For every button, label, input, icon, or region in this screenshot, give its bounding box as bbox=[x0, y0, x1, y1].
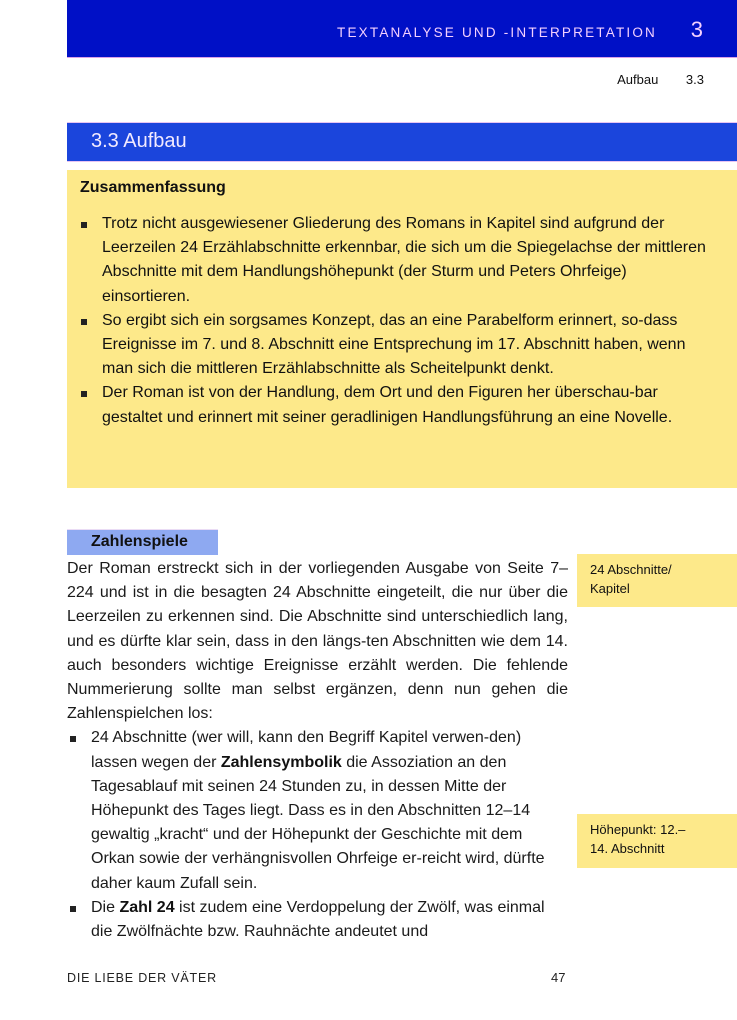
square-bullet-icon bbox=[70, 736, 76, 742]
subsection-tag bbox=[67, 529, 218, 555]
chapter-number: 3 bbox=[690, 17, 703, 42]
square-bullet-icon bbox=[81, 222, 87, 228]
summary-list bbox=[67, 212, 707, 430]
body-bullet-item: 24 Abschnitte (wer will, kann den Begriff Kapitel verwen-den) lassen wegen der Zahlensymbolik die Assoziation an den Tagesablauf mit seinen 24 Stunden zu, in dessen Mitte der Höhepunkt des Tages liegt. Dass es in den Abschnitten 12–14 gewaltig „kracht“ und der Höhepunkt der Geschichte mit dem Orkan sowie der verhängnisvollen Ohrfeige er-reicht wird, dürfte daher kaum Zufall sein. bbox=[67, 726, 568, 895]
margin-note: Höhepunkt: 12.– 14. Abschnitt bbox=[577, 814, 737, 868]
body-text bbox=[67, 557, 568, 944]
summary-item: Der Roman ist von der Handlung, dem Ort und den Figuren her überschau-bar gestaltet und erinnert mit seiner geradlinigen Handlungsführung an eine Novelle. bbox=[67, 381, 707, 429]
running-section-name: Aufbau bbox=[617, 72, 659, 87]
body-bullet-list bbox=[67, 726, 568, 944]
section-heading-bar bbox=[67, 122, 737, 162]
chapter-title: TEXTANALYSE UND -INTERPRETATION bbox=[337, 25, 657, 40]
summary-item: So ergibt sich ein sorgsames Konzept, das an eine Parabelform erinnert, so-dass Ereignisse im 7. und 8. Abschnitt eine Entsprechung im 17. Abschnitt haben, wenn man sich die mittleren Erzählabschnitte als Scheitelpunkt denkt. bbox=[67, 309, 707, 382]
page-number: 47 bbox=[551, 970, 566, 985]
footer-book-title: DIE LIEBE DER VÄTER bbox=[67, 971, 217, 985]
bold-term: Zahlensymbolik bbox=[220, 753, 342, 771]
running-section-number: 3.3 bbox=[685, 72, 704, 87]
square-bullet-icon bbox=[70, 906, 76, 912]
summary-item: Trotz nicht ausgewiesener Gliederung des Romans in Kapitel sind aufgrund der Leerzeilen 24 Erzählabschnitte erkennbar, die sich um die Spiegelachse der mittleren Abschnitte mit dem Handlungshöhepunkt (der Sturm und Peters Ohrfeige) einsortieren. bbox=[67, 212, 707, 309]
summary-title: Zusammenfassung bbox=[80, 179, 226, 196]
body-paragraph: Der Roman erstreckt sich in der vorliegenden Ausgabe von Seite 7–224 und ist in die besagten 24 Abschnitte eingeteilt, die nur über die Leerzeilen zu erkennen sind. Die Abschnitte sind unterschiedlich lang, und es dürfte klar sein, dass in den längs-ten Abschnitten wie dem 14. auch besonders wichtige Ereignisse erzählt werden. Die fehlende Nummerierung sollte man selbst ergänzen, denn nun gehen die Zahlenspielchen los: bbox=[67, 560, 568, 723]
subsection-tag-label: Zahlenspiele bbox=[91, 533, 188, 550]
chapter-header-bar bbox=[67, 0, 737, 58]
bold-term: Zahl 24 bbox=[119, 898, 175, 916]
square-bullet-icon bbox=[81, 319, 87, 325]
section-heading: 3.3 Aufbau bbox=[91, 130, 187, 152]
body-bullet-item: Die Zahl 24 ist zudem eine Verdoppelung der Zwölf, was einmal die Zwölfnächte bzw. Rauhnächte andeutet und bbox=[67, 896, 568, 944]
square-bullet-icon bbox=[81, 391, 87, 397]
running-section-header bbox=[617, 72, 704, 87]
margin-note: 24 Abschnitte/ Kapitel bbox=[577, 554, 737, 607]
summary-box bbox=[67, 170, 737, 488]
